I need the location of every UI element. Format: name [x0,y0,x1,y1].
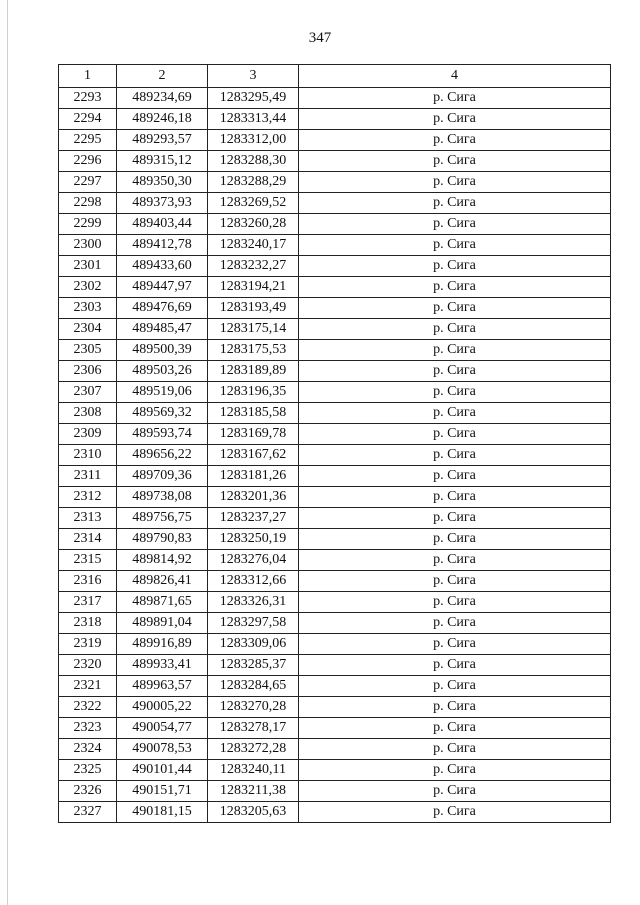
table-row [59,382,611,403]
description-cell: р. Сига [299,781,611,802]
table-row [59,487,611,508]
description-cell: р. Сига [299,109,611,130]
point-number-cell: 2327 [59,802,117,823]
x-coordinate-cell: 489476,69 [117,298,208,319]
x-coordinate-cell: 489485,47 [117,319,208,340]
x-coordinate-cell: 489293,57 [117,130,208,151]
y-coordinate-cell: 1283175,14 [208,319,299,340]
table-row [59,361,611,382]
table-row [59,676,611,697]
y-coordinate-cell: 1283270,28 [208,697,299,718]
point-number-cell: 2310 [59,445,117,466]
point-number-cell: 2300 [59,235,117,256]
description-cell: р. Сига [299,697,611,718]
point-number-cell: 2299 [59,214,117,235]
y-coordinate-cell: 1283260,28 [208,214,299,235]
table-row [59,697,611,718]
description-cell: р. Сига [299,634,611,655]
x-coordinate-cell: 489315,12 [117,151,208,172]
x-coordinate-cell: 490078,53 [117,739,208,760]
point-number-cell: 2295 [59,130,117,151]
point-number-cell: 2323 [59,718,117,739]
header-col-3: 3 [208,65,299,88]
table-row [59,319,611,340]
description-cell: р. Сига [299,130,611,151]
description-cell: р. Сига [299,550,611,571]
y-coordinate-cell: 1283312,00 [208,130,299,151]
table-row [59,277,611,298]
table-row [59,781,611,802]
y-coordinate-cell: 1283193,49 [208,298,299,319]
y-coordinate-cell: 1283167,62 [208,445,299,466]
x-coordinate-cell: 490101,44 [117,760,208,781]
y-coordinate-cell: 1283250,19 [208,529,299,550]
table-row [59,214,611,235]
y-coordinate-cell: 1283285,37 [208,655,299,676]
x-coordinate-cell: 489656,22 [117,445,208,466]
description-cell: р. Сига [299,655,611,676]
y-coordinate-cell: 1283194,21 [208,277,299,298]
y-coordinate-cell: 1283205,63 [208,802,299,823]
table-row [59,151,611,172]
header-col-2: 2 [117,65,208,88]
table-header [59,65,611,88]
point-number-cell: 2318 [59,613,117,634]
x-coordinate-cell: 489593,74 [117,424,208,445]
point-number-cell: 2296 [59,151,117,172]
y-coordinate-cell: 1283288,29 [208,172,299,193]
description-cell: р. Сига [299,445,611,466]
x-coordinate-cell: 489790,83 [117,529,208,550]
table-row [59,193,611,214]
description-cell: р. Сига [299,256,611,277]
x-coordinate-cell: 490151,71 [117,781,208,802]
header-col-1: 1 [59,65,117,88]
y-coordinate-cell: 1283169,78 [208,424,299,445]
y-coordinate-cell: 1283313,44 [208,109,299,130]
description-cell: р. Сига [299,319,611,340]
description-cell: р. Сига [299,172,611,193]
table-row [59,172,611,193]
y-coordinate-cell: 1283309,06 [208,634,299,655]
y-coordinate-cell: 1283240,11 [208,760,299,781]
description-cell: р. Сига [299,676,611,697]
description-cell: р. Сига [299,466,611,487]
y-coordinate-cell: 1283269,52 [208,193,299,214]
x-coordinate-cell: 489826,41 [117,571,208,592]
point-number-cell: 2325 [59,760,117,781]
description-cell: р. Сига [299,802,611,823]
description-cell: р. Сига [299,760,611,781]
y-coordinate-cell: 1283211,38 [208,781,299,802]
table-row [59,445,611,466]
table-row [59,550,611,571]
table-row [59,634,611,655]
point-number-cell: 2304 [59,319,117,340]
table-row [59,130,611,151]
x-coordinate-cell: 489963,57 [117,676,208,697]
point-number-cell: 2313 [59,508,117,529]
y-coordinate-cell: 1283288,30 [208,151,299,172]
point-number-cell: 2320 [59,655,117,676]
point-number-cell: 2297 [59,172,117,193]
table-row [59,88,611,109]
point-number-cell: 2298 [59,193,117,214]
x-coordinate-cell: 489500,39 [117,340,208,361]
y-coordinate-cell: 1283284,65 [208,676,299,697]
x-coordinate-cell: 489814,92 [117,550,208,571]
x-coordinate-cell: 489447,97 [117,277,208,298]
header-row [59,65,611,88]
y-coordinate-cell: 1283201,36 [208,487,299,508]
description-cell: р. Сига [299,592,611,613]
point-number-cell: 2305 [59,340,117,361]
x-coordinate-cell: 489519,06 [117,382,208,403]
table-row [59,802,611,823]
point-number-cell: 2312 [59,487,117,508]
y-coordinate-cell: 1283240,17 [208,235,299,256]
table-row [59,613,611,634]
description-cell: р. Сига [299,403,611,424]
description-cell: р. Сига [299,193,611,214]
x-coordinate-cell: 489891,04 [117,613,208,634]
table-row [59,508,611,529]
description-cell: р. Сига [299,424,611,445]
description-cell: р. Сига [299,487,611,508]
x-coordinate-cell: 489503,26 [117,361,208,382]
y-coordinate-cell: 1283232,27 [208,256,299,277]
y-coordinate-cell: 1283272,28 [208,739,299,760]
table-row [59,466,611,487]
scan-edge-line [7,0,8,905]
description-cell: р. Сига [299,361,611,382]
x-coordinate-cell: 489569,32 [117,403,208,424]
x-coordinate-cell: 489350,30 [117,172,208,193]
description-cell: р. Сига [299,508,611,529]
point-number-cell: 2326 [59,781,117,802]
y-coordinate-cell: 1283276,04 [208,550,299,571]
y-coordinate-cell: 1283312,66 [208,571,299,592]
y-coordinate-cell: 1283295,49 [208,88,299,109]
table-row [59,592,611,613]
y-coordinate-cell: 1283175,53 [208,340,299,361]
y-coordinate-cell: 1283297,58 [208,613,299,634]
point-number-cell: 2294 [59,109,117,130]
point-number-cell: 2307 [59,382,117,403]
page-number: 347 [308,30,332,46]
description-cell: р. Сига [299,718,611,739]
table-body [59,88,611,823]
description-cell: р. Сига [299,235,611,256]
description-cell: р. Сига [299,298,611,319]
x-coordinate-cell: 489756,75 [117,508,208,529]
table-row [59,424,611,445]
table-row [59,655,611,676]
x-coordinate-cell: 489373,93 [117,193,208,214]
description-cell: р. Сига [299,340,611,361]
y-coordinate-cell: 1283181,26 [208,466,299,487]
point-number-cell: 2306 [59,361,117,382]
x-coordinate-cell: 489871,65 [117,592,208,613]
description-cell: р. Сига [299,529,611,550]
x-coordinate-cell: 489738,08 [117,487,208,508]
description-cell: р. Сига [299,151,611,172]
table-row [59,739,611,760]
x-coordinate-cell: 490054,77 [117,718,208,739]
point-number-cell: 2314 [59,529,117,550]
description-cell: р. Сига [299,739,611,760]
table-row [59,529,611,550]
description-cell: р. Сига [299,214,611,235]
description-cell: р. Сига [299,382,611,403]
point-number-cell: 2301 [59,256,117,277]
point-number-cell: 2322 [59,697,117,718]
point-number-cell: 2293 [59,88,117,109]
point-number-cell: 2303 [59,298,117,319]
y-coordinate-cell: 1283326,31 [208,592,299,613]
x-coordinate-cell: 489403,44 [117,214,208,235]
x-coordinate-cell: 490005,22 [117,697,208,718]
point-number-cell: 2324 [59,739,117,760]
table-row [59,298,611,319]
point-number-cell: 2308 [59,403,117,424]
point-number-cell: 2315 [59,550,117,571]
point-number-cell: 2302 [59,277,117,298]
x-coordinate-cell: 489246,18 [117,109,208,130]
table-row [59,109,611,130]
y-coordinate-cell: 1283237,27 [208,508,299,529]
x-coordinate-cell: 489709,36 [117,466,208,487]
header-col-4: 4 [299,65,611,88]
x-coordinate-cell: 489412,78 [117,235,208,256]
table-row [59,235,611,256]
description-cell: р. Сига [299,613,611,634]
description-cell: р. Сига [299,88,611,109]
y-coordinate-cell: 1283185,58 [208,403,299,424]
point-number-cell: 2316 [59,571,117,592]
table-row [59,760,611,781]
point-number-cell: 2311 [59,466,117,487]
point-number-cell: 2317 [59,592,117,613]
y-coordinate-cell: 1283278,17 [208,718,299,739]
coordinates-table [58,64,611,823]
x-coordinate-cell: 489916,89 [117,634,208,655]
table-row [59,571,611,592]
x-coordinate-cell: 489234,69 [117,88,208,109]
table-row [59,256,611,277]
x-coordinate-cell: 490181,15 [117,802,208,823]
table-row [59,403,611,424]
point-number-cell: 2309 [59,424,117,445]
point-number-cell: 2321 [59,676,117,697]
y-coordinate-cell: 1283196,35 [208,382,299,403]
x-coordinate-cell: 489933,41 [117,655,208,676]
table-row [59,340,611,361]
x-coordinate-cell: 489433,60 [117,256,208,277]
y-coordinate-cell: 1283189,89 [208,361,299,382]
table-row [59,718,611,739]
point-number-cell: 2319 [59,634,117,655]
description-cell: р. Сига [299,571,611,592]
description-cell: р. Сига [299,277,611,298]
